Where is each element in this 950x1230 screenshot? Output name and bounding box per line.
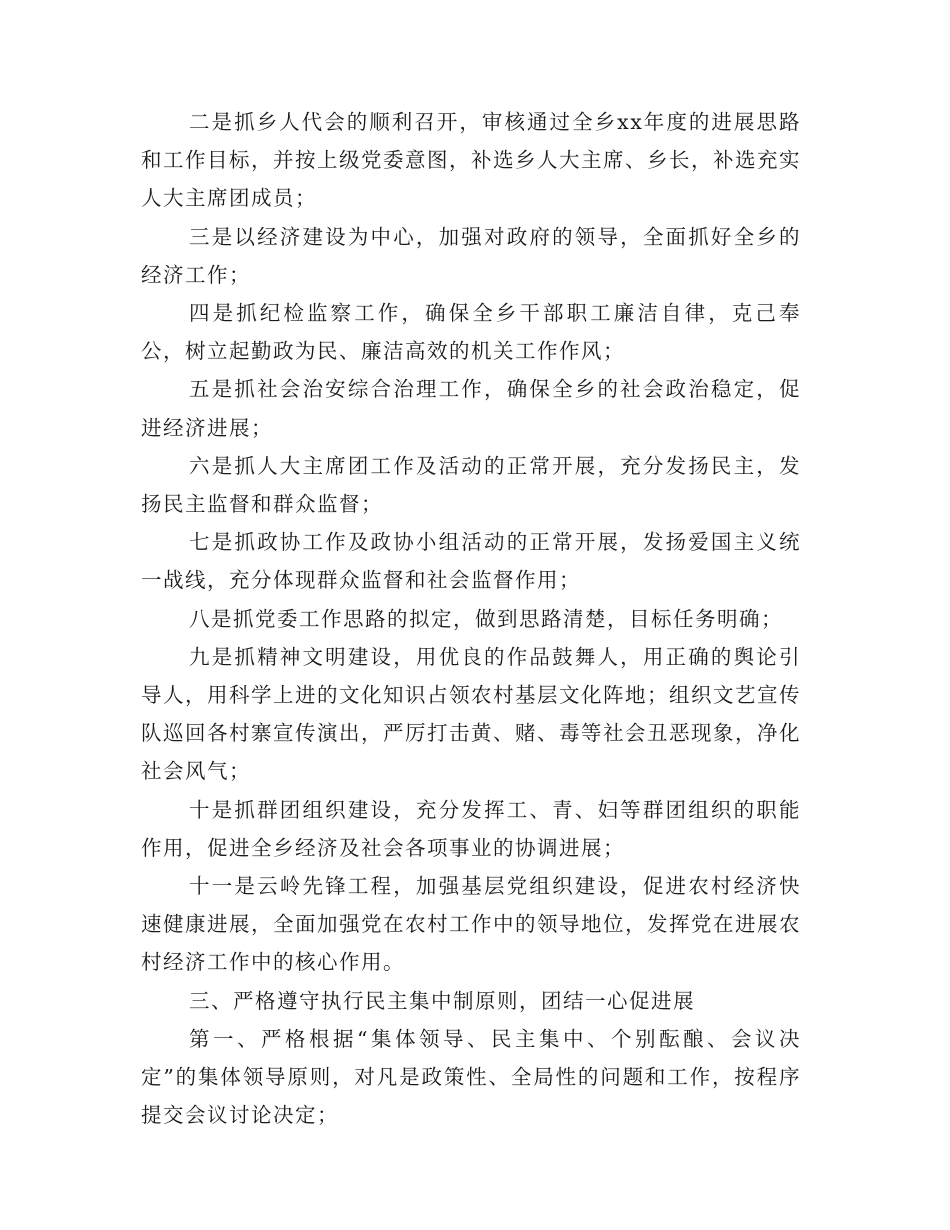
paragraph-5: 五是抓社会治安综合治理工作，确保全乡的社会政治稳定，促进经济进展； [141,377,801,440]
paragraph-4: 四是抓纪检监察工作，确保全乡干部职工廉洁自律，克己奉公，树立起勤政为民、廉洁高效的机关工作作风； [141,301,801,364]
paragraph-3: 三是以经济建设为中心，加强对政府的领导，全面抓好全乡的经济工作； [141,224,801,287]
paragraph-2: 二是抓乡人代会的顺利召开，审核通过全乡xx年度的进展思路和工作目标，并按上级党委意图，补选乡人大主席、乡长，补选充实人大主席团成员； [141,110,801,211]
paragraph-7: 七是抓政协工作及政协小组活动的正常开展，发扬爱国主义统一战线，充分体现群众监督和社会监督作用； [141,530,801,593]
section-heading-3: 三、严格遵守执行民主集中制原则，团结一心促进展 [189,988,695,1013]
paragraph-9: 九是抓精神文明建设，用优良的作品鼓舞人，用正确的舆论引导人，用科学上进的文化知识占领农村基层文化阵地；组织文艺宣传队巡回各村寨宣传演出，严厉打击黄、赌、毒等社会丑恶现象，净化社会风气； [141,644,801,784]
paragraph-6: 六是抓人大主席团工作及活动的正常开展，充分发扬民主，发扬民主监督和群众监督； [141,453,801,517]
paragraph-11: 十一是云岭先锋工程，加强基层党组织建设，促进农村经济快速健康进展，全面加强党在农村工作中的领导地位，发挥党在进展农村经济工作中的核心作用。 [141,874,801,975]
paragraph-first-principle: 第一、严格根据“集体领导、民主集中、个别酝酿、会议决定”的集体领导原则，对凡是政策性、全局性的问题和工作，按程序提交会议讨论决定； [141,1026,801,1128]
paragraph-10: 十是抓群团组织建设，充分发挥工、青、妇等群团组织的职能作用，促进全乡经济及社会各项事业的协调进展； [141,797,801,860]
document-body [141,103,801,1134]
paragraph-8: 八是抓党委工作思路的拟定，做到思路清楚，目标任务明确； [189,606,783,631]
